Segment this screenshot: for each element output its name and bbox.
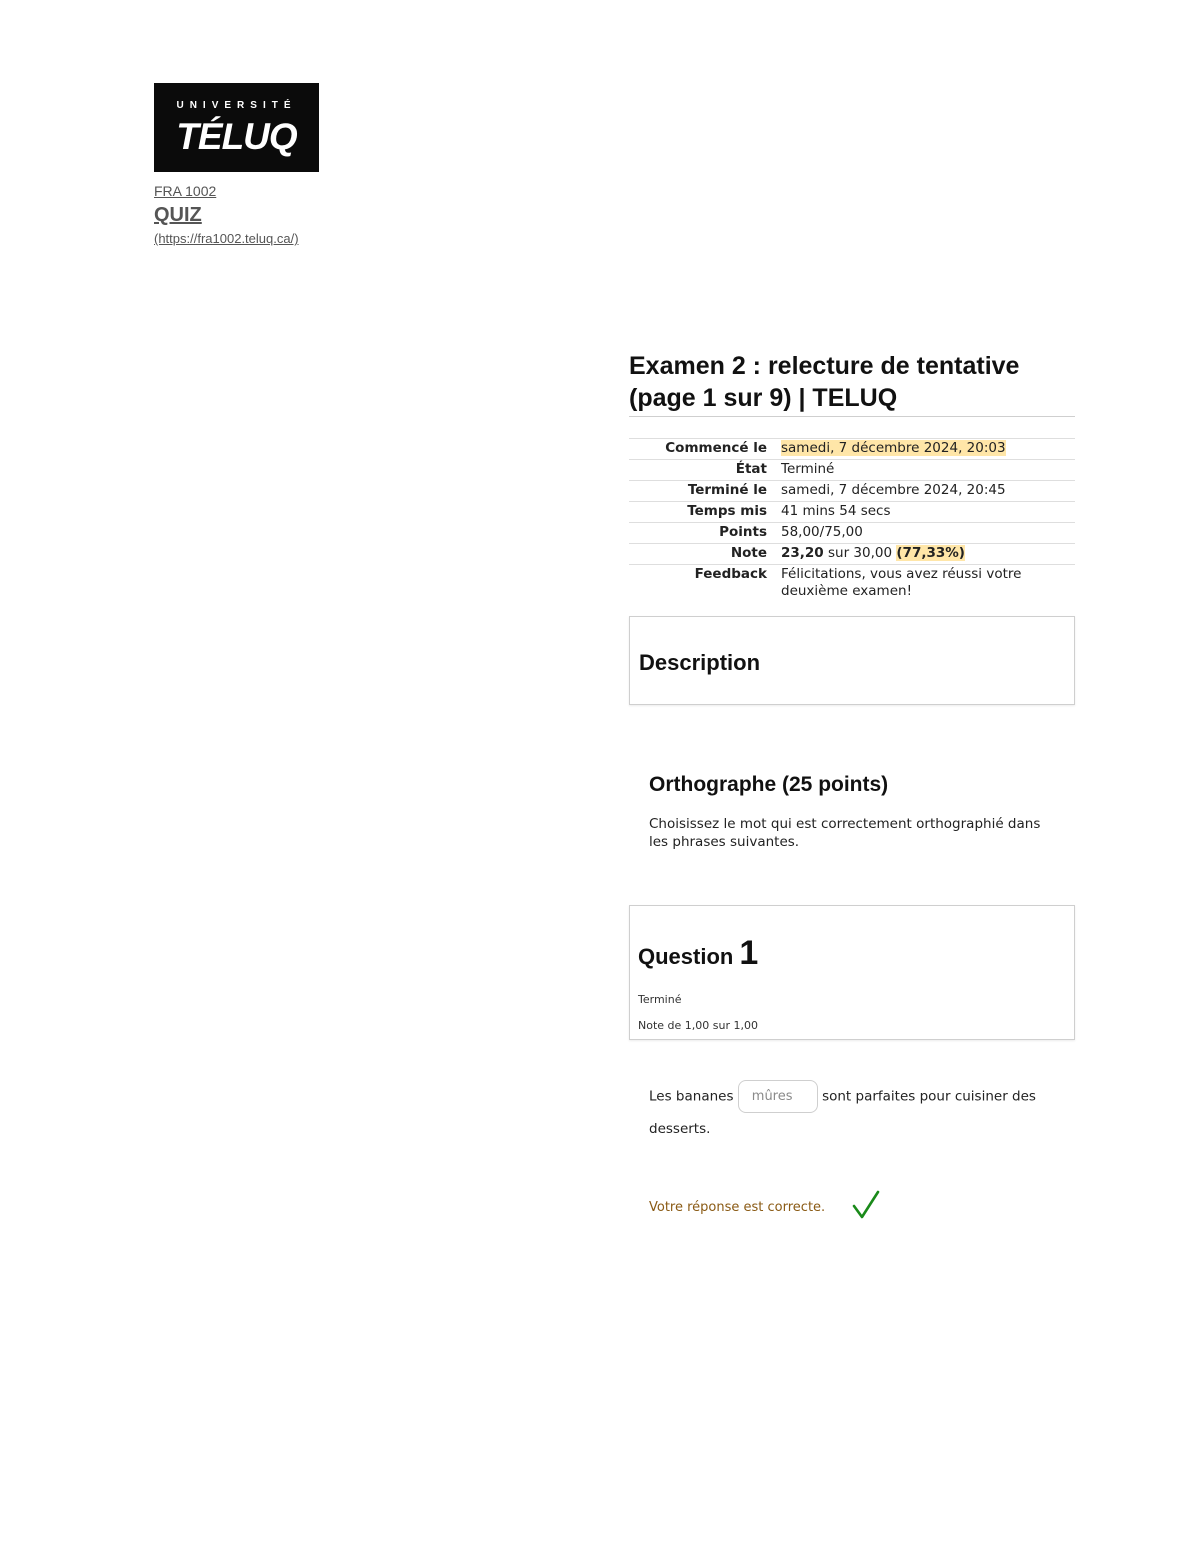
question-text-before: Les bananes	[649, 1088, 734, 1105]
summary-value: Félicitations, vous avez réussi votre deuxième examen!	[781, 565, 1075, 603]
summary-label: Terminé le	[629, 481, 781, 502]
description-box	[629, 616, 1075, 705]
question-grade: Note de 1,00 sur 1,00	[638, 1019, 758, 1032]
summary-row-started	[629, 439, 1075, 460]
summary-value: samedi, 7 décembre 2024, 20:45	[781, 481, 1075, 502]
question-number: 1	[739, 934, 759, 972]
description-title: Description	[639, 650, 761, 675]
check-icon	[851, 1189, 881, 1225]
summary-label: Points	[629, 523, 781, 544]
grade-score: 23,20	[781, 545, 824, 561]
question-label: Question	[638, 944, 734, 969]
summary-label: Note	[629, 544, 781, 565]
summary-row-completed	[629, 481, 1075, 502]
logo-university-text: UNIVERSITÉ	[176, 100, 297, 111]
header-links	[154, 183, 299, 246]
question-state: Terminé	[638, 993, 682, 1006]
quiz-link[interactable]: QUIZ	[154, 204, 202, 226]
summary-label: État	[629, 460, 781, 481]
question-heading	[638, 934, 758, 973]
summary-label: Commencé le	[629, 439, 781, 460]
attempt-summary-table	[629, 438, 1075, 602]
summary-value	[781, 544, 1075, 565]
section-instructions: Choisissez le mot qui est correctement orthographié dans les phrases suivantes.	[649, 816, 1041, 850]
grade-out-of: sur 30,00	[828, 545, 893, 561]
question-info-box	[629, 905, 1075, 1040]
summary-row-state	[629, 460, 1075, 481]
summary-row-points	[629, 523, 1075, 544]
summary-label: Temps mis	[629, 502, 781, 523]
summary-row-grade	[629, 544, 1075, 565]
question-text	[649, 1080, 1049, 1145]
summary-row-time	[629, 502, 1075, 523]
logo-name-text: TÉLUQ	[176, 116, 297, 157]
teluq-logo	[154, 83, 319, 172]
feedback-text: Votre réponse est correcte.	[649, 1199, 826, 1215]
section-title: Orthographe (25 points)	[649, 773, 889, 796]
summary-value: Terminé	[781, 460, 1075, 481]
question-text-after: sont parfaites pour cuisiner des desserts.	[649, 1088, 1036, 1137]
summary-label: Feedback	[629, 565, 781, 603]
answer-feedback	[649, 1189, 1075, 1225]
main-content	[629, 350, 1075, 1225]
summary-value: 41 mins 54 secs	[781, 502, 1075, 523]
summary-value: samedi, 7 décembre 2024, 20:03	[781, 440, 1006, 456]
answer-field[interactable]: mûres	[738, 1080, 818, 1113]
site-url-link[interactable]: (https://fra1002.teluq.ca/)	[154, 231, 299, 246]
summary-value: 58,00/75,00	[781, 523, 1075, 544]
grade-percent: (77,33%)	[896, 545, 965, 561]
summary-row-feedback	[629, 565, 1075, 603]
course-link[interactable]: FRA 1002	[154, 183, 217, 199]
page-title: Examen 2 : relecture de tentative (page 1 sur 9) | TELUQ	[629, 350, 1075, 417]
